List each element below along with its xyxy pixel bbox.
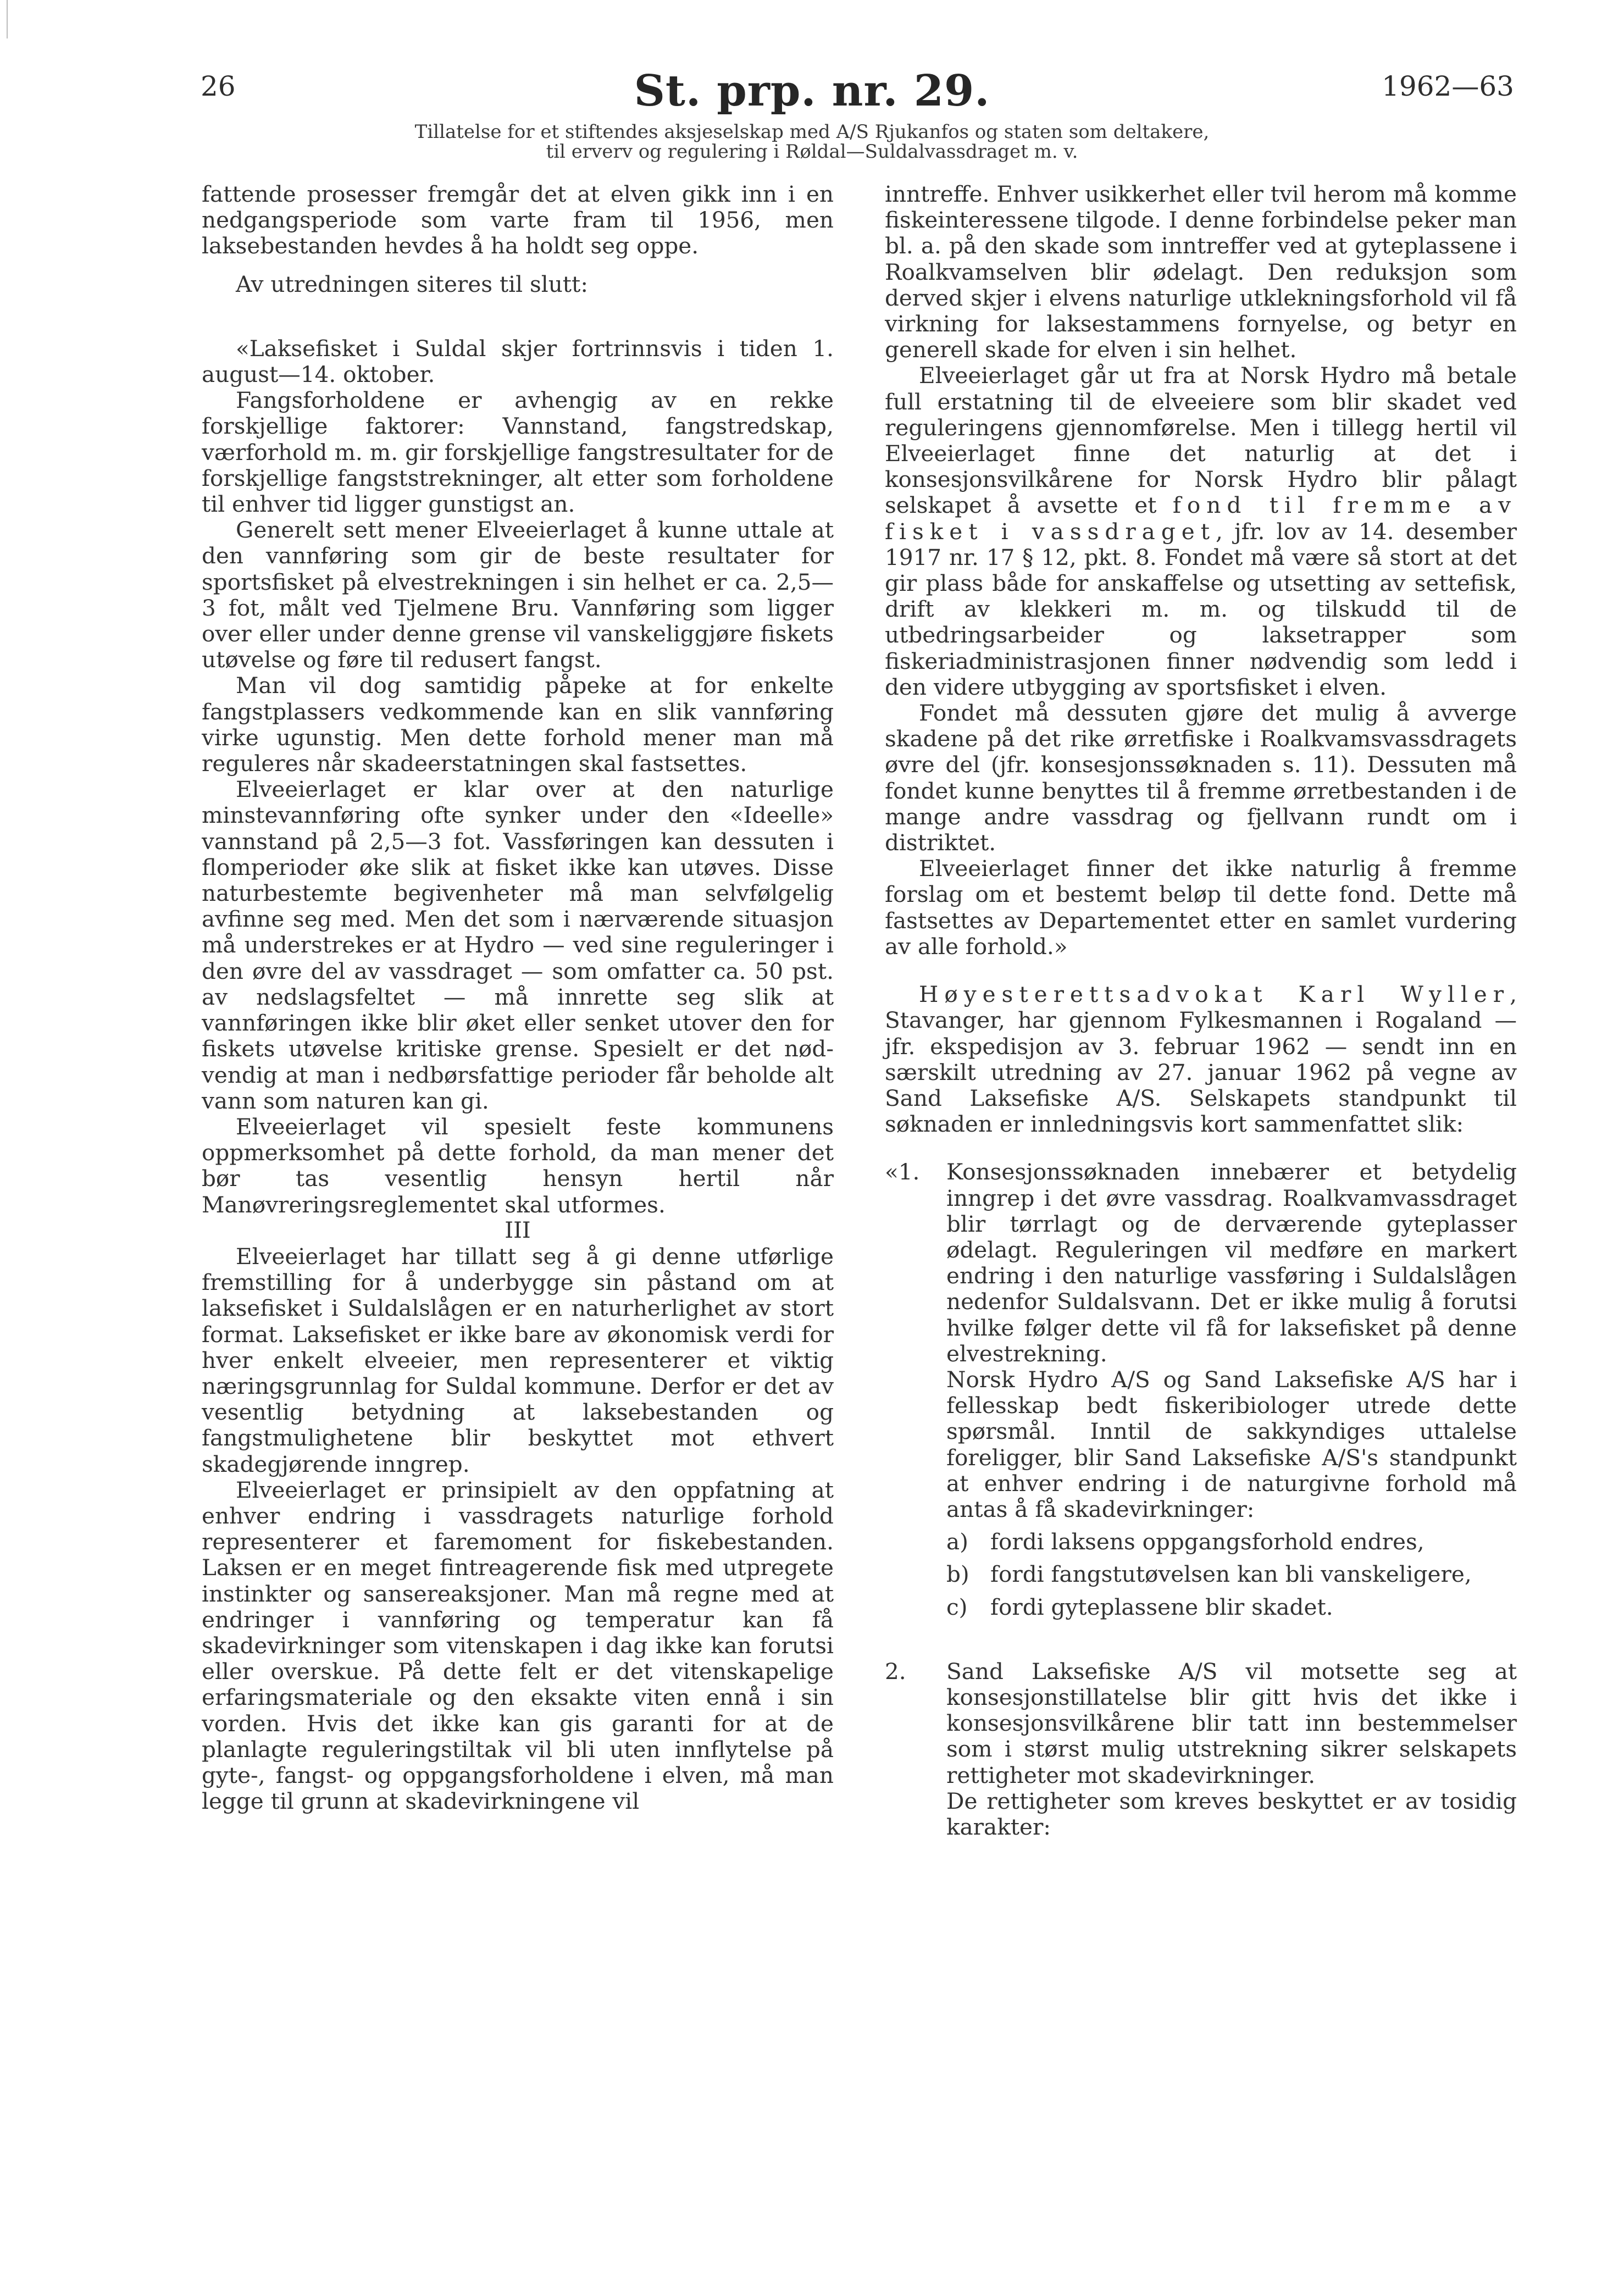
item-body (946, 1159, 1517, 1620)
sub-item (946, 1561, 1517, 1587)
subtitle-line-2: til erverv og regulering i Røldal—Suldalvassdraget m. v. (546, 141, 1078, 163)
sub-item (946, 1529, 1517, 1555)
numbered-item (885, 1159, 1517, 1620)
paragraph: Fondet må dessuten gjøre det mulig å avverge skadene på det rike ørretfiske i Roalkvamsvassdragets øvre del (jfr. konsesjonssøknaden s. 11). Dessuten må fondet kunne benyttes til å fremme ørretbestanden i de mange andre vassdrag og fjellvann rundt om i distriktet. (885, 700, 1517, 856)
emphasized-text: fond til fremme av fisket i vassdraget (885, 492, 1517, 545)
session-years: 1962—63 (1382, 70, 1514, 102)
sub-item-label: c) (946, 1593, 968, 1620)
item-text: Norsk Hydro A/S og Sand Laksefiske A/S har i fellesskap bedt fiskeribiologer utrede dette spørsmål. Inntil de sakkyndiges uttalelse foreligger, blir Sand Laksefiske A/S's standpunkt at enhver endring i de naturgivne forhold må antas å få skadevirkninger: (946, 1366, 1517, 1522)
item-text: Sand Laksefiske A/S vil motsette seg at konsesjonstillatelse blir gitt hvis det ikke i konsesjonsvilkårene blir tatt inn bestemmelser som i størst mulig utstrekning sikrer selskapets rettigheter mot skadevirkninger. (946, 1658, 1517, 1788)
page-number: 26 (201, 70, 236, 102)
item-number: 2. (885, 1658, 906, 1685)
scan-edge-mark (7, 0, 8, 38)
quote-paragraph: Fangsforholdene er avhengig av en rekke forskjellige faktorer: Vannstand, fangstredskap, værforhold m. m. gir forskjellige fangstresultater for de forskjellige fangststrekninger, alt etter som forholdene til enhver tid ligger gunstigst an. (202, 387, 834, 518)
text-run: Elveeierlaget går ut fra at Norsk Hydro må betale full erstatning til de elveeiere som blir skadet ved reguleringens gjennomførelse. Men i tillegg hertil vil Elveeierlaget finne det naturlig at det i konsesjonsvilkårene for Norsk Hydro blir pålagt selskapet å avsette et (885, 362, 1517, 519)
paragraph: Elveeierlaget finner det ikke naturlig å fremme forslag om et bestemt beløp til dette fond. Dette må fastsettes av Departementet etter en samlet vurdering av alle forhold.» (885, 855, 1517, 960)
item-number: «1. (885, 1159, 920, 1185)
sub-item (946, 1594, 1517, 1620)
quote-paragraph: Elveeierlaget er prinsipielt av den oppfatning at enhver endring i vassdragets naturlige forhold representerer et faremoment for fiskebestanden. Laksen er en meget fintreagerende fisk med utpregete instinkter og sansereaksjoner. Man må regne med at endringer i vannføring og temperatur kan få skadevirkninger som vitenskapen i dag ikke kan forutsi eller overskue. På dette felt er det vitenskapelige erfaringsmateriale og den eksakte viten ennå i sin vorden. Hvis det ikke kan gis garanti for at de planlagte reguleringstiltak vil bli uten innflytelse på gyte-, fangst- og oppgangsforholdene i elven, må man legge til grunn at skadevirkningene vil (202, 1476, 834, 1815)
numbered-item (885, 1659, 1517, 1840)
emphasized-name: Høyesterettsadvokat Karl Wyller (919, 981, 1510, 1008)
sub-item-label: b) (946, 1561, 969, 1588)
left-column (202, 181, 834, 1814)
document-subtitle (0, 122, 1624, 162)
sub-item-text: fordi gyteplassene blir skadet. (990, 1593, 1333, 1620)
paragraph: fattende prosesser fremgår det at elven gikk inn i en nedgangsperiode som varte fram til 1956, men laksebestanden hevdes å ha holdt seg oppe. (202, 181, 834, 259)
paragraph: inntreffe. Enhver usikkerhet eller tvil herom må komme fiskeinteressene tilgode. I denne forbindelse peker man bl. a. på den skade som inntreffer ved at gyteplassene i Roalkvamselven blir ødelagt. Den reduksjon som derved skjer i elvens naturlige utklekningsforhold vil få virkning for laksestammens fornyelse, og betyr en generell skade for elven i sin helhet. (885, 181, 1517, 363)
paragraph (885, 982, 1517, 1137)
text-run: , jfr. lov av 14. desember 1917 nr. 17 § 12, pkt. 8. Fondet må være så stort at det gir plass både for anskaffelse og utsetting av settefisk, drift av klekkeri m. m. og tilskudd til de utbedringsarbeider og laksetrapper som fiskeriadministrasjonen finner nødvendig som ledd i den videre utbygging av sportsfisket i elven. (885, 518, 1517, 700)
item-body (946, 1659, 1517, 1840)
sub-item-text: fordi laksens oppgangsforhold endres, (990, 1528, 1425, 1555)
paragraph: Av utredningen siteres til slutt: (236, 270, 588, 297)
item-text: De rettigheter som kreves beskyttet er av tosidig karakter: (946, 1787, 1517, 1840)
sub-item-label: a) (946, 1528, 968, 1555)
quote-paragraph: Elveeierlaget har tillatt seg å gi denne utførlige fremstilling for å underbygge sin påstand om at laksefisket i Suldalslågen er en naturherlighet av stort format. Laksefisket er ikke bare av økonomisk verdi for hver enkelt elveeier, men representerer et viktig næringsgrunnlag for Suldal kommune. Derfor er det av vesentlig betydning at laksebestanden og fangstmulighetene blir beskyttet mot ethvert skadegjørende inngrep. (202, 1243, 834, 1477)
subtitle-line-1: Tillatelse for et stiftendes aksjeselskap med A/S Rjukanfos og staten som deltakere, (414, 121, 1210, 143)
item-text: Konsesjonssøknaden innebærer et betydelig inngrep i det øvre vassdrag. Roalkvamvassdraget blir tørrlagt og de derværende gyteplasser ødelagt. Reguleringen vil medføre en markert endring i den naturlige vassføring i Suldalslågen nedenfor Suldalsvann. Det er ikke mulig å forutsi hvilke følger dette vil få for laksefisket på denne elvestrekning. (946, 1159, 1517, 1367)
text-run: , Stavanger, har gjennom Fylkesmannen i Rogaland — jfr. ekspedisjon av 3. februar 1962 — sendt inn en særskilt utredning av 27. januar 1962 på vegne av Sand Laksefiske A/S. Selskapets standpunkt til søknaden er innledningsvis kort sammenfattet slik: (885, 981, 1517, 1138)
quote-paragraph: Elveeierlaget vil spesielt feste kommunens oppmerksomhet på dette forhold, da man mener det bør tas vesentlig hensyn hertil når Manøvreringsreglementet skal utformes. (202, 1113, 834, 1218)
sub-item-text: fordi fangstutøvelsen kan bli vanskeligere, (990, 1561, 1472, 1588)
quote-paragraph: Generelt sett mener Elveeierlaget å kunne uttale at den vannføring som gir de beste resultater for sportsfisket på elvestrekningen i sin helhet er ca. 2,5—3 fot, målt ved Tjelmene Bru. Vannføring som ligger over eller under denne grense vil vanskeliggjøre fiskets utøvelse og føre til redusert fangst. (202, 517, 834, 673)
document-title: St. prp. nr. 29. (634, 66, 990, 116)
right-column (885, 181, 1517, 1840)
section-heading: III (505, 1217, 531, 1243)
quote-paragraph: Elveeierlaget er klar over at den naturlige minstevannføring ofte synker under den «Ideelle» vannstand på 2,5—3 fot. Vassføringen kan dessuten i flomperioder øke slik at fisket ikke kan utøves. Disse naturbestemte begivenheter må man selvfølgelig avfinne seg med. Men det som i nærværende situasjon må understrekes er at Hydro — ved sine reguleringer i den øvre del av vassdraget — som omfatter ca. 50 pst. av nedslagsfeltet — må innrette seg slik at vannføringen ikke blir øket eller senket utover den for fiskets utøvelse kritiske grense. Spesielt er det nødvendig at man i nedbørsfattige perioder får beholde alt vann som naturen kan gi. (202, 776, 834, 1114)
paragraph (885, 363, 1517, 700)
quote-paragraph: Man vil dog samtidig påpeke at for enkelte fangstplassers vedkommende kan en slik vannføring virke ugunstig. Men dette forhold mener man må reguleres når skadeerstatningen skal fastsettes. (202, 672, 834, 777)
quote-paragraph: «Laksefisket i Suldal skjer fortrinnsvis i tiden 1. august—14. oktober. (202, 335, 834, 388)
